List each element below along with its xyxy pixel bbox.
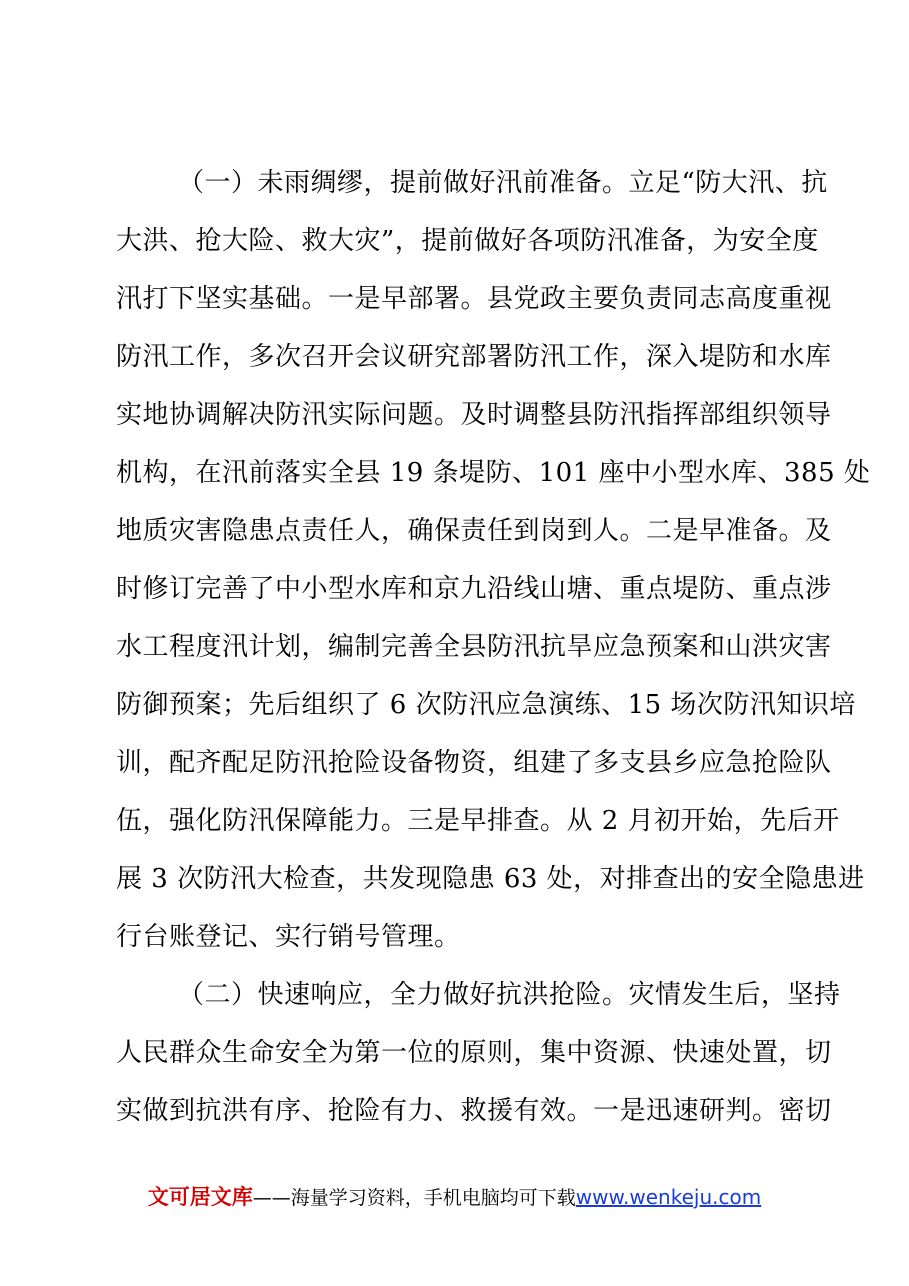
text-line-13: 展 3 次防汛大检查，共发现隐患 63 处，对排查出的安全隐患进 [116,864,865,894]
text-line-8: 时修订完善了中小型水库和京九沿线山塘、重点堤防、重点涉 [116,574,832,604]
text-line-7: 地质灾害隐患点责任人，确保责任到岗到人。二是早准备。及 [116,516,832,546]
text-line-16: 人民群众生命安全为第一位的原则，集中资源、快速处置，切 [116,1038,832,1068]
footer-site-link[interactable]: www.wenkeju.com [575,1185,762,1209]
text-line-5: 实地协调解决防汛实际问题。及时调整县防汛指挥部组织领导 [116,400,832,430]
text-line-12: 伍，强化防汛保障能力。三是早排查。从 2 月初开始，先后开 [116,806,840,836]
text-line-2: 大洪、抢大险、救大灾”，提前做好各项防汛准备，为安全度 [116,226,819,256]
text-line-9: 水工程度汛计划，编制完善全县防汛抗旱应急预案和山洪灾害 [116,632,832,662]
text-line-1: （一）未雨绸缪，提前做好汛前准备。立足“防大汛、抗 [178,168,828,198]
text-line-4: 防汛工作，多次召开会议研究部署防汛工作，深入堤防和水库 [116,342,832,372]
text-line-15: （二）快速响应，全力做好抗洪抢险。灾情发生后，坚持 [178,980,841,1010]
footer-brand: 文可居文库 [147,1185,253,1209]
text-line-11: 训，配齐配足防汛抢险设备物资，组建了多支县乡应急抢险队 [116,748,832,778]
text-line-10: 防御预案；先后组织了 6 次防汛应急演练、15 场次防汛知识培 [116,690,856,720]
footer-tagline: ——海量学习资料，手机电脑均可下载 [252,1187,576,1209]
text-line-6: 机构，在汛前落实全县 19 条堤防、101 座中小型水库、385 处 [116,458,871,488]
text-line-17: 实做到抗洪有序、抢险有力、救援有效。一是迅速研判。密切 [116,1096,832,1126]
text-line-3: 汛打下坚实基础。一是早部署。县党政主要负责同志高度重视 [116,284,832,314]
text-line-14: 行台账登记、实行销号管理。 [116,922,461,952]
footer-banner [0,1180,909,1214]
